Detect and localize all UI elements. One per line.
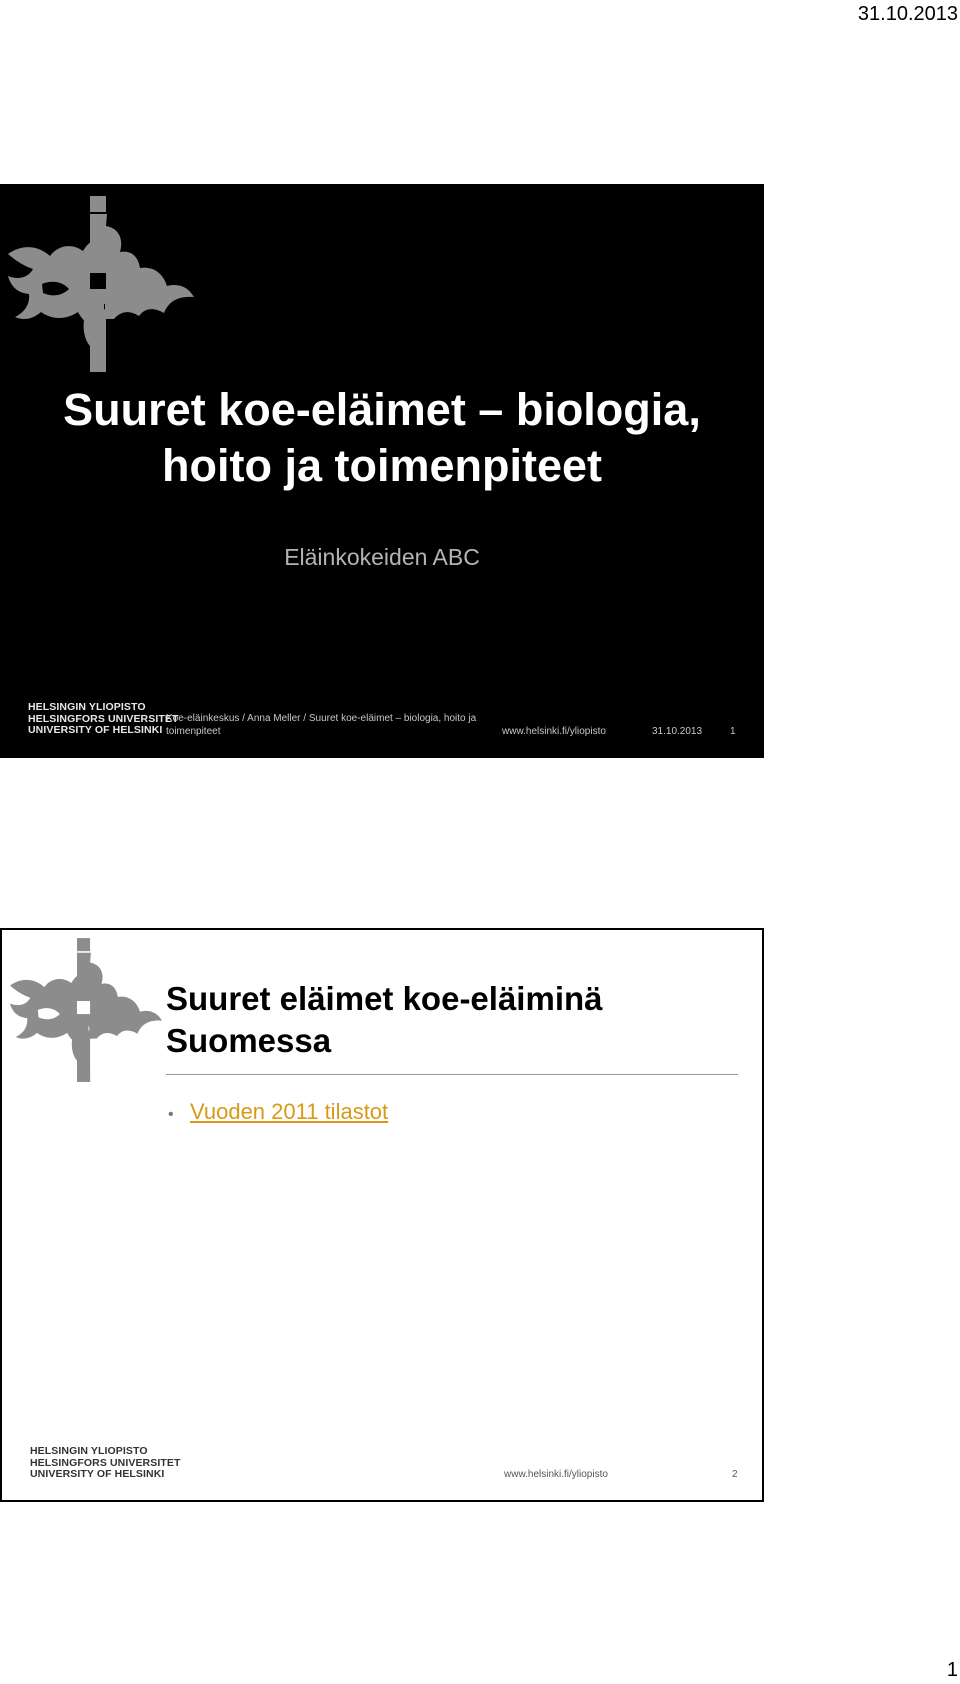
page-footer-number: 1 xyxy=(946,1659,958,1681)
slide-2-title: Suuret eläimet koe-eläiminä Suomessa xyxy=(166,980,603,1059)
page-header-date: 31.10.2013 xyxy=(857,3,958,25)
slide-1-footer-url: www.helsinki.fi/yliopisto xyxy=(502,726,606,737)
flame-torch-icon xyxy=(8,196,194,372)
wordmark-line-english: UNIVERSITY OF HELSINKI xyxy=(30,1468,165,1481)
title-divider xyxy=(166,1074,738,1075)
wordmark-line-finnish: HELSINGIN YLIOPISTO xyxy=(28,701,146,713)
slide-1-title: Suuret koe-eläimet – biologia, hoito ja toimenpiteet xyxy=(63,384,701,491)
slide-1-footer-text: Koe-eläinkeskus / Anna Meller / Suuret koe-eläimet – biologia, hoito ja toimenpiteet xyxy=(166,713,477,737)
university-wordmark xyxy=(30,1446,180,1481)
wordmark-line-english: UNIVERSITY OF HELSINKI xyxy=(28,724,163,737)
wordmark-line-swedish: HELSINGFORS UNIVERSITET xyxy=(30,1456,181,1469)
statistics-link[interactable]: Vuoden 2011 tilastot xyxy=(190,1099,389,1124)
slide-1 xyxy=(0,184,764,758)
slide-2-number: 2 xyxy=(732,1469,738,1480)
slide-1-footer-date: 31.10.2013 xyxy=(652,726,703,737)
wordmark-line-finnish: HELSINGIN YLIOPISTO xyxy=(30,1445,148,1457)
slide-1-subtitle: Eläinkokeiden ABC xyxy=(284,544,480,570)
slide-2-footer-url: www.helsinki.fi/yliopisto xyxy=(504,1469,608,1480)
wordmark-line-swedish: HELSINGFORS UNIVERSITET xyxy=(28,712,179,725)
slide-1-number: 1 xyxy=(730,726,736,737)
slide-2 xyxy=(0,928,764,1502)
list-item xyxy=(168,1098,388,1129)
slide-2-bullet-list xyxy=(168,1098,388,1129)
flame-torch-icon xyxy=(10,938,162,1082)
bullet-icon: • xyxy=(168,1106,174,1123)
university-wordmark xyxy=(28,702,178,737)
